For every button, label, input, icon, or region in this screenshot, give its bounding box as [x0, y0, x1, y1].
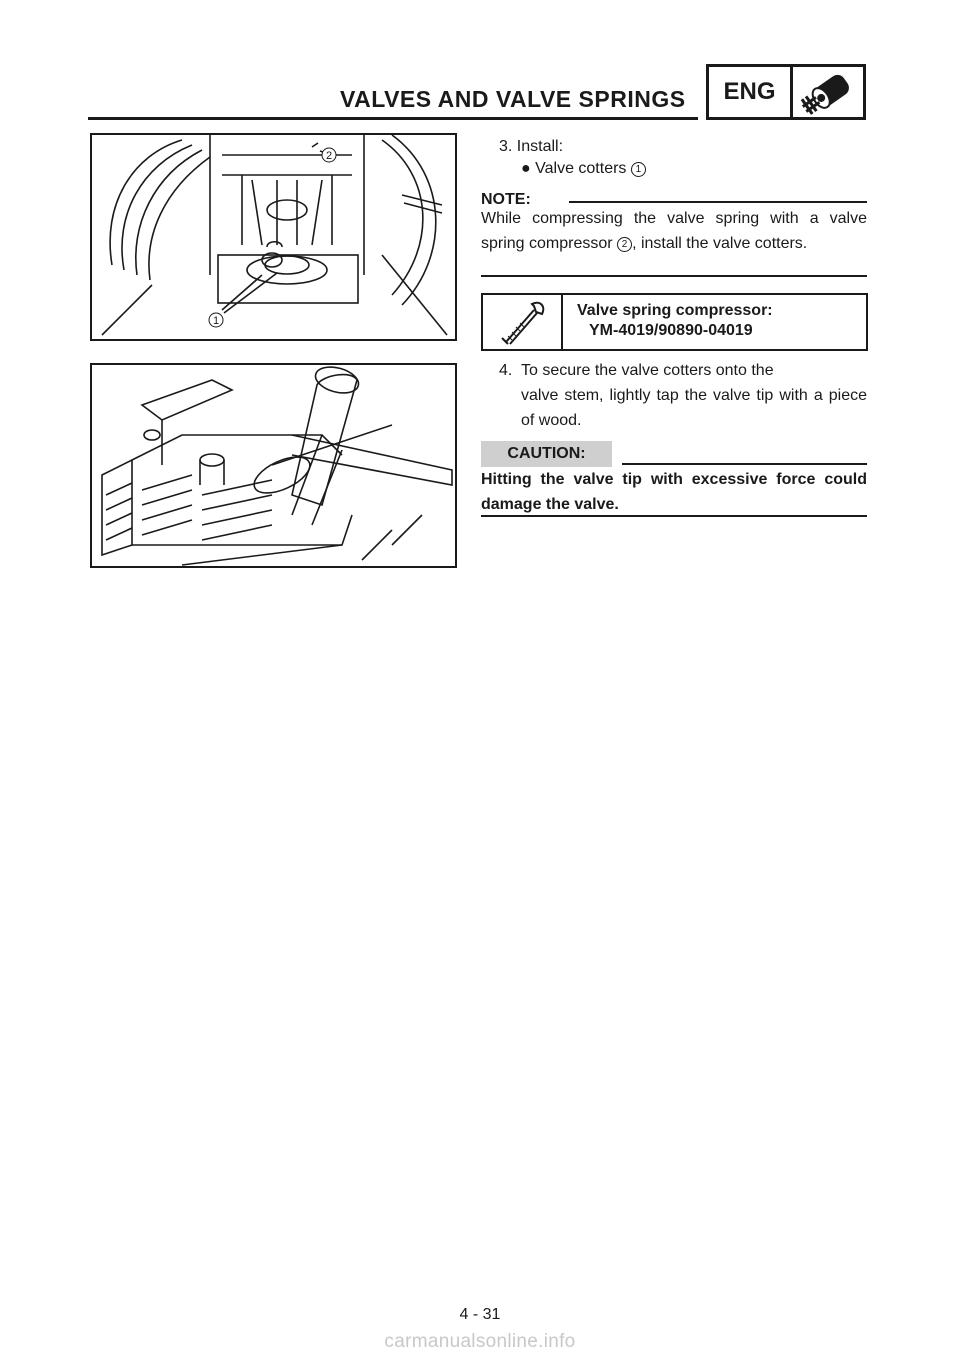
page-title: VALVES AND VALVE SPRINGS [340, 86, 686, 112]
note-rule [569, 201, 867, 203]
step-4-line-1: To secure the valve cotters onto the [521, 362, 774, 379]
note-ref-callout: 2 [617, 237, 632, 252]
special-tool-text [563, 295, 773, 349]
wrench-icon [483, 295, 563, 349]
note-body [481, 206, 867, 256]
engine-piston-icon [793, 67, 863, 117]
tool-name: Valve spring compressor: [577, 302, 773, 319]
section-tag-label: ENG [709, 67, 793, 117]
step-4-rest: valve stem, lightly tap the valve tip with a piece of wood. [521, 387, 867, 429]
callout-1: 1 [212, 315, 220, 327]
note-end-rule [481, 275, 867, 277]
section-tag-box [706, 64, 866, 120]
bullet-text: Valve cotters [535, 160, 627, 177]
page-number: 4 - 31 [459, 1306, 501, 1323]
figure-valve-compressor [90, 133, 457, 341]
note-body-before: While compressing the valve spring with a valve spring compressor [481, 210, 867, 252]
caution-label: CAUTION: [481, 441, 612, 467]
tool-part-number: YM-4019/90890-04019 [589, 322, 753, 339]
bullet-ref-callout: 1 [631, 162, 646, 177]
caution-body: Hitting the valve tip with excessive force could damage the valve. [481, 471, 867, 513]
figure-tapping-valve-tip [90, 363, 457, 568]
note-body-after: , install the valve cotters. [632, 235, 808, 252]
caution-rule [622, 463, 867, 465]
step-4 [499, 358, 867, 433]
callout-2: 2 [325, 150, 333, 162]
caution-end-rule [481, 515, 867, 517]
step-3-heading: 3. Install: [499, 138, 564, 155]
watermark: carmanualsonline.info [384, 1331, 576, 1352]
step-4-number: 4. [499, 362, 513, 379]
special-tool-box [481, 293, 868, 351]
step-3-bullet [521, 156, 646, 181]
header-rule [88, 117, 698, 120]
bullet-dot-icon: ● [521, 160, 531, 177]
note-label: NOTE: [481, 191, 531, 208]
